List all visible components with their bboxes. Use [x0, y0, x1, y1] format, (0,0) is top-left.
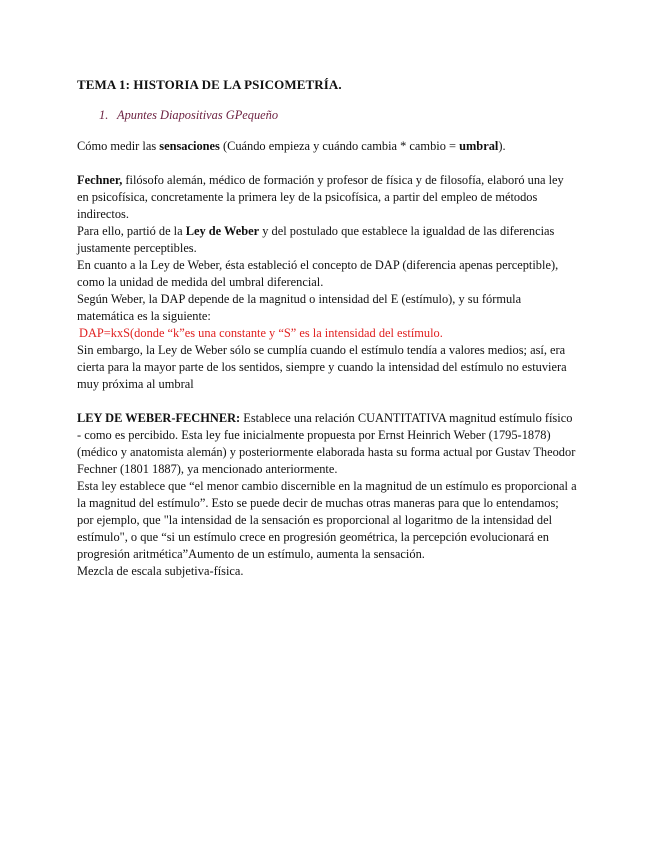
- weber-fechner-text: Establece una relación CUANTITATIVA magnitud estímulo físico - como es percibido. Esta ley fue inicialmente propuesta por Ernst Heinrich Weber (1795-1878) (médico y anatomista alemán) y posteriormente elaborada hasta su forma actual por Gustav Theodor Fechner (1801 1887), ya mencionado anteriormente.: [77, 411, 576, 476]
- document-title: TEMA 1: HISTORIA DE LA PSICOMETRÍA.: [77, 77, 342, 92]
- intro-bold-sensaciones: sensaciones: [159, 139, 220, 153]
- list-number: 1.: [99, 108, 109, 122]
- weber-fechner-paragraph: [77, 410, 577, 478]
- fechner-text: filósofo alemán, médico de formación y profesor de física y de filosofía, elaboró una ley en psicofísica, concretamente la primera ley de la psicofísica, a partir del empleo de métodos indirectos.: [77, 173, 564, 221]
- intro-bold-umbral: umbral: [459, 139, 499, 153]
- fechner-bold: Fechner,: [77, 173, 123, 187]
- intro-text-start: Cómo medir las: [77, 139, 160, 153]
- fechner-paragraph: [77, 172, 577, 223]
- weber-intro-bold: Ley de Weber: [185, 224, 260, 238]
- law-statement-paragraph: Esta ley establece que “el menor cambio discernible en la magnitud de un estímulo es proporcional a la magnitud del estímulo”. Esto se puede decir de muchas otras maneras para que lo entendamos; por ejemplo, que "la intensidad de la sensación es proporcional al logaritmo de la intensidad del estímulo", o que “si un estímulo crece en progresión geométrica, la percepción evolucionará en progresión aritmética”Aumento de un estímulo, aumenta la sensación.: [77, 479, 577, 561]
- weber-intro-end: y del postulado que establece la igualdad de las diferencias justamente perceptibles.: [77, 224, 555, 255]
- intro-paragraph: [77, 138, 577, 155]
- intro-text-middle: (Cuándo empieza y cuándo cambia * cambio =: [219, 139, 460, 153]
- however-paragraph: Sin embargo, la Ley de Weber sólo se cumplía cuando el estímulo tendía a valores medios; así, era cierta para la mayor parte de los sentidos, siempre y cuando la intensidad del estímulo no estuviera muy próxima al umbral: [77, 343, 567, 391]
- intro-text-end: ).: [498, 139, 506, 153]
- weber-intro-start: Para ello, partió de la: [77, 224, 186, 238]
- formula-line: DAP=kxS(donde “k”es una constante y “S” es la intensidad del estímulo.: [79, 326, 443, 340]
- weber-intro-paragraph: [77, 223, 577, 257]
- dap-depends-paragraph: Según Weber, la DAP depende de la magnitud o intensidad del E (estímulo), y su fórmula matemática es la siguiente:: [77, 292, 522, 323]
- list-text: Apuntes Diapositivas GPequeño: [117, 108, 279, 122]
- document-body: [77, 76, 577, 580]
- mix-paragraph: Mezcla de escala subjetiva-física.: [77, 564, 244, 578]
- weber-fechner-bold: LEY DE WEBER-FECHNER:: [77, 411, 241, 425]
- list-item: [99, 107, 577, 124]
- dap-concept-paragraph: En cuanto a la Ley de Weber, ésta estableció el concepto de DAP (diferencia apenas perceptible), como la unidad de medida del umbral diferencial.: [77, 258, 559, 289]
